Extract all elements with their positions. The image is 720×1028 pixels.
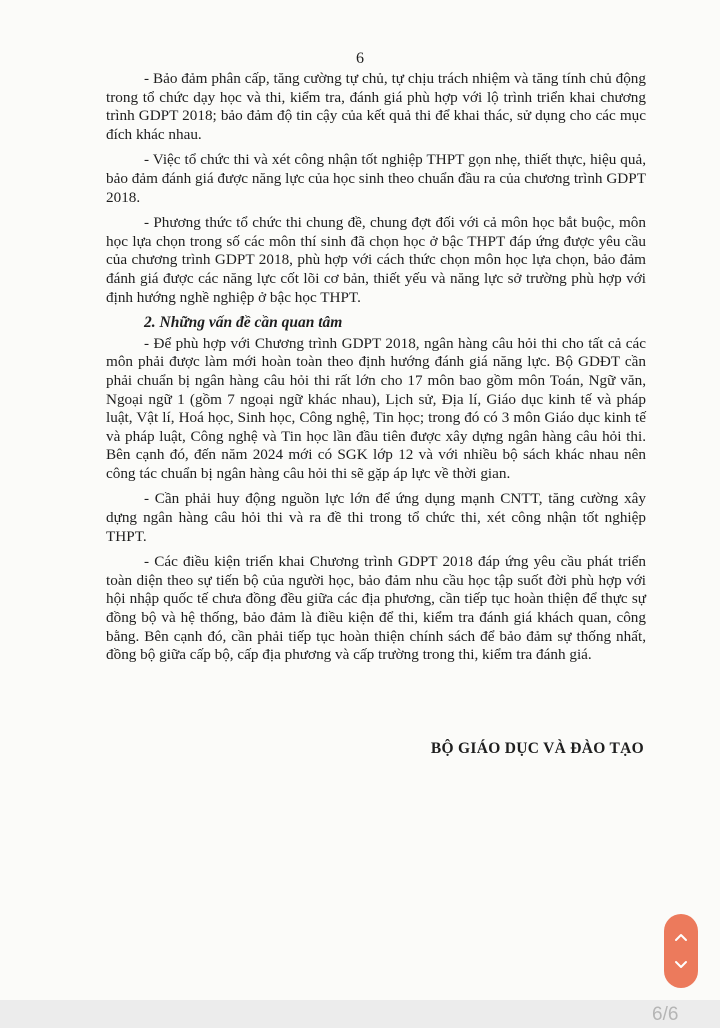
- paragraph: - Phương thức tổ chức thi chung đề, chung đợt đối với cả môn học bắt buộc, môn học lựa chọn trong số các môn thí sinh đã chọn học ở bậc THPT đáp ứng được yêu cầu của chương trình GDPT 2018, phù hợp với cách thức chọn môn học lựa chọn, bảo đảm đánh giá được các năng lực cốt lõi cơ bản, thiết yếu và năng lực sở trường phù hợp với định hướng nghề nghiệp ở bậc học THPT.: [106, 214, 646, 306]
- paragraph: - Việc tổ chức thi và xét công nhận tốt nghiệp THPT gọn nhẹ, thiết thực, hiệu quả, bảo đảm đánh giá được năng lực của học sinh theo chuẩn đầu ra của chương trình GDPT 2018.: [106, 151, 646, 206]
- paragraph: - Cần phải huy động nguồn lực lớn để ứng dụng mạnh CNTT, tăng cường xây dựng ngân hàng câu hỏi thi và ra đề thi trong tổ chức thi, xét công nhận tốt nghiệp THPT.: [106, 490, 646, 545]
- paragraph: - Các điều kiện triển khai Chương trình GDPT 2018 đáp ứng yêu cầu phát triển toàn diện theo sự tiến bộ của người học, bảo đảm nhu cầu học tập suốt đời phù hợp với hội nhập quốc tế chưa đồng đều giữa các địa phương, cần tiếp tục hoàn thiện để thực sự đồng bộ và hệ thống, bảo đảm là điều kiện để thi, kiểm tra đánh giá khách quan, công bằng. Bên cạnh đó, cần phải tiếp tục hoàn thiện chính sách để bảo đảm sự thống nhất, đồng bộ giữa cấp bộ, cấp địa phương và cấp trường trong thi, kiểm tra đánh giá.: [106, 553, 646, 664]
- scroll-up-button[interactable]: [670, 926, 692, 948]
- scroll-controls: [664, 914, 698, 988]
- page-indicator: 6/6: [652, 1004, 679, 1025]
- document-body: [106, 70, 646, 672]
- chevron-up-icon: [674, 932, 688, 942]
- section-heading: 2. Những vấn đề cần quan tâm: [144, 314, 343, 332]
- page-number: 6: [356, 50, 364, 67]
- scroll-down-button[interactable]: [670, 954, 692, 976]
- signature-organization: BỘ GIÁO DỤC VÀ ĐÀO TẠO: [430, 740, 644, 757]
- paragraph: - Bảo đảm phân cấp, tăng cường tự chủ, tự chịu trách nhiệm và tăng tính chủ động trong tổ chức dạy học và thi, kiểm tra, đánh giá phù hợp với lộ trình triển khai chương trình GDPT 2018; bảo đảm độ tin cậy của kết quả thi để khai thác, sử dụng cho các mục đích khác nhau.: [106, 70, 646, 143]
- paragraph: - Để phù hợp với Chương trình GDPT 2018, ngân hàng câu hỏi thi cho tất cả các môn phải được làm mới hoàn toàn theo định hướng đánh giá năng lực. Bộ GDĐT cần phải chuẩn bị ngân hàng câu hỏi thi rất lớn cho 17 môn bao gồm môn Toán, Ngữ văn, Ngoại ngữ 1 (gồm 7 ngoại ngữ khác nhau), Lịch sử, Địa lí, Giáo dục kinh tế và pháp luật, Vật lí, Hoá học, Sinh học, Công nghệ, Tin học; trong đó có 3 môn Giáo dục kinh tế và pháp luật, Công nghệ và Tin học lần đầu tiên được xây dựng ngân hàng câu hỏi thi. Bên cạnh đó, đến năm 2024 mới có SGK lớp 12 và với nhiều bộ sách khác nhau nên công tác chuẩn bị ngân hàng câu hỏi thi sẽ gặp áp lực về thời gian.: [106, 334, 646, 482]
- chevron-down-icon: [674, 960, 688, 970]
